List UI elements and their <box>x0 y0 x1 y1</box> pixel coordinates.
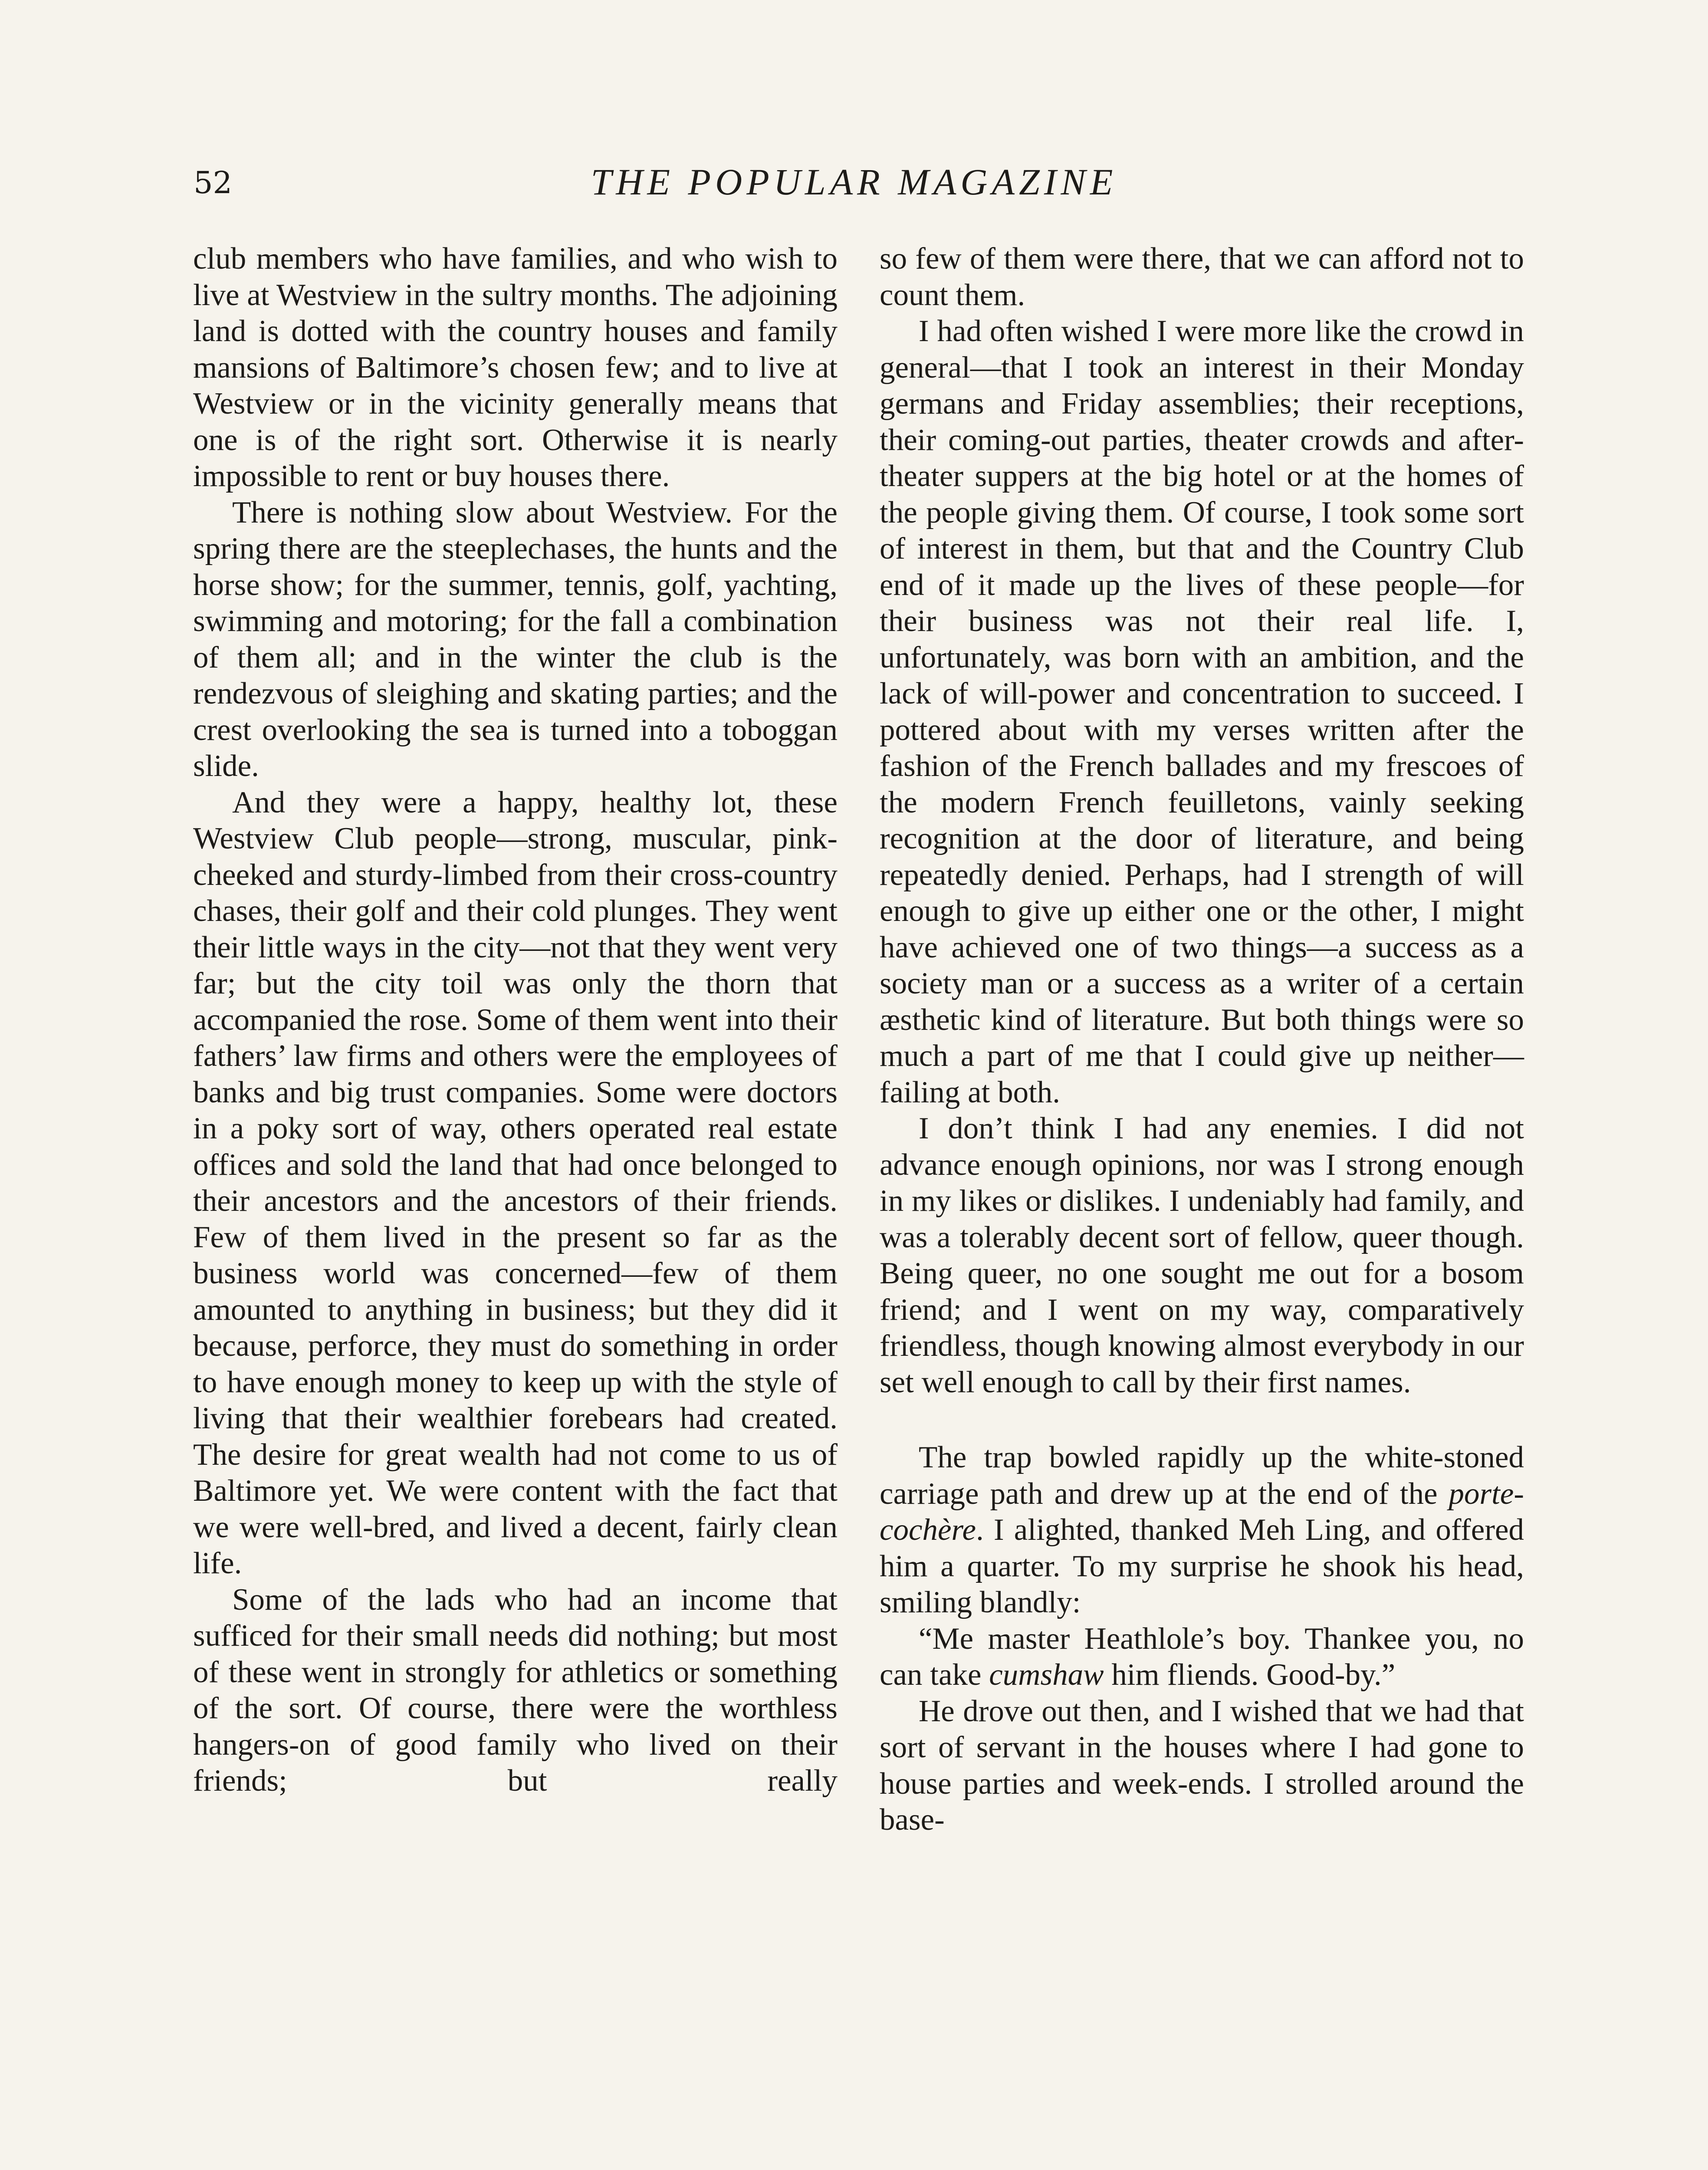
paragraph: There is nothing slow about Westview. For the spring there are the steeplechases, the hunts and the horse show; for the summer, tennis, golf, yachting, swimming and motoring; for the fall a combination of them all; and in the winter the club is the rendezvous of sleighing and skating parties; and the crest overlooking the sea is turned into a toboggan slide. <box>193 495 838 783</box>
right-column <box>880 241 1524 1838</box>
paragraph: I don’t think I had any enemies. I did not advance enough opinions, nor was I strong enough in my likes or dislikes. I undeniably had family, and was a tolerably decent sort of fellow, queer though. Being queer, no one sought me out for a bosom friend; and I went on my way, comparatively friendless, though knowing almost everybody in our set well enough to call by their first names. <box>880 1111 1524 1399</box>
left-column <box>193 241 838 1799</box>
text-run: . I alighted, thanked Meh Ling, and offered him a quarter. To my surprise he shook his head, smiling blandly: <box>880 1513 1524 1619</box>
paragraph: I had often wished I were more like the crowd in general—that I took an interest in their Monday germans and Friday assemblies; their receptions, their coming-out parties, theater crowds and after-theater suppers at the big hotel or at the homes of the people giving them. Of course, I took some sort of interest in them, but that and the Country Club end of it made up the lives of these people—for their business was not their real life. I, unfortunately, was born with an ambition, and the lack of will-power and concentration to succeed. I pottered about with my verses written after the fashion of the French ballades and my frescoes of the modern French feuilletons, vainly seeking recognition at the door of literature, and being repeatedly denied. Perhaps, had I strength of will enough to give up either one or the other, I might have achieved one of two things—a success as a society man or a success as a writer of a certain æsthetic kind of literature. But both things were so much a part of me that I could give up neither—failing at both. <box>880 314 1524 1109</box>
paragraph: so few of them were there, that we can afford not to count them. <box>880 242 1524 312</box>
running-head: THE POPULAR MAGAZINE <box>591 161 1117 203</box>
paragraph <box>880 1621 1524 1693</box>
text-run: “Me master Heathlole’s boy. Thankee you, no can take <box>880 1621 1524 1692</box>
paragraph: club members who have families, and who wish to live at Westview in the sultry months. The adjoining land is dotted with the country houses and family mansions of Baltimore’s chosen few; and to live at Westview or in the vicinity generally means that one is of the right sort. Otherwise it is nearly impossible to rent or buy houses there. <box>193 242 838 493</box>
text-run: The trap bowled rapidly up the white-stoned carriage path and drew up at the end of the <box>880 1440 1524 1511</box>
italic-phrase: porte-cochère <box>880 1476 1524 1547</box>
paragraph: He drove out then, and I wished that we had that sort of servant in the houses where I had gone to house parties and week-ends. I strolled around the base- <box>880 1694 1524 1837</box>
text-run: him fliends. Good-by.” <box>1104 1658 1396 1692</box>
paragraph <box>880 1440 1524 1621</box>
paragraph: And they were a happy, healthy lot, these Westview Club people—strong, muscular, pink-cheeked and sturdy-limbed from their cross-country chases, their golf and their cold plunges. They went their little ways in the city—not that they went very far; but the city toil was only the thorn that accompanied the rose. Some of them went into their fathers’ law firms and others were the employees of banks and big trust companies. Some were doctors in a poky sort of way, others operated real estate offices and sold the land that had once belonged to their ancestors and the ancestors of their friends. Few of them lived in the present so far as the business world was concerned—few of them amounted to anything in business; but they did it because, perforce, they must do something in order to have enough money to keep up with the style of living that their wealthier forebears had created. The desire for great wealth had not come to us of Baltimore yet. We were content with the fact that we were well-bred, and lived a decent, fairly clean life. <box>193 785 838 1580</box>
italic-phrase: cumshaw <box>989 1658 1104 1692</box>
paragraph: Some of the lads who had an income that sufficed for their small needs did nothing; but most of these went in strongly for athletics or something of the sort. Of course, there were the worthless hangers-on of good family who lived on their friends; but really <box>193 1582 838 1798</box>
page-number: 52 <box>194 165 233 201</box>
